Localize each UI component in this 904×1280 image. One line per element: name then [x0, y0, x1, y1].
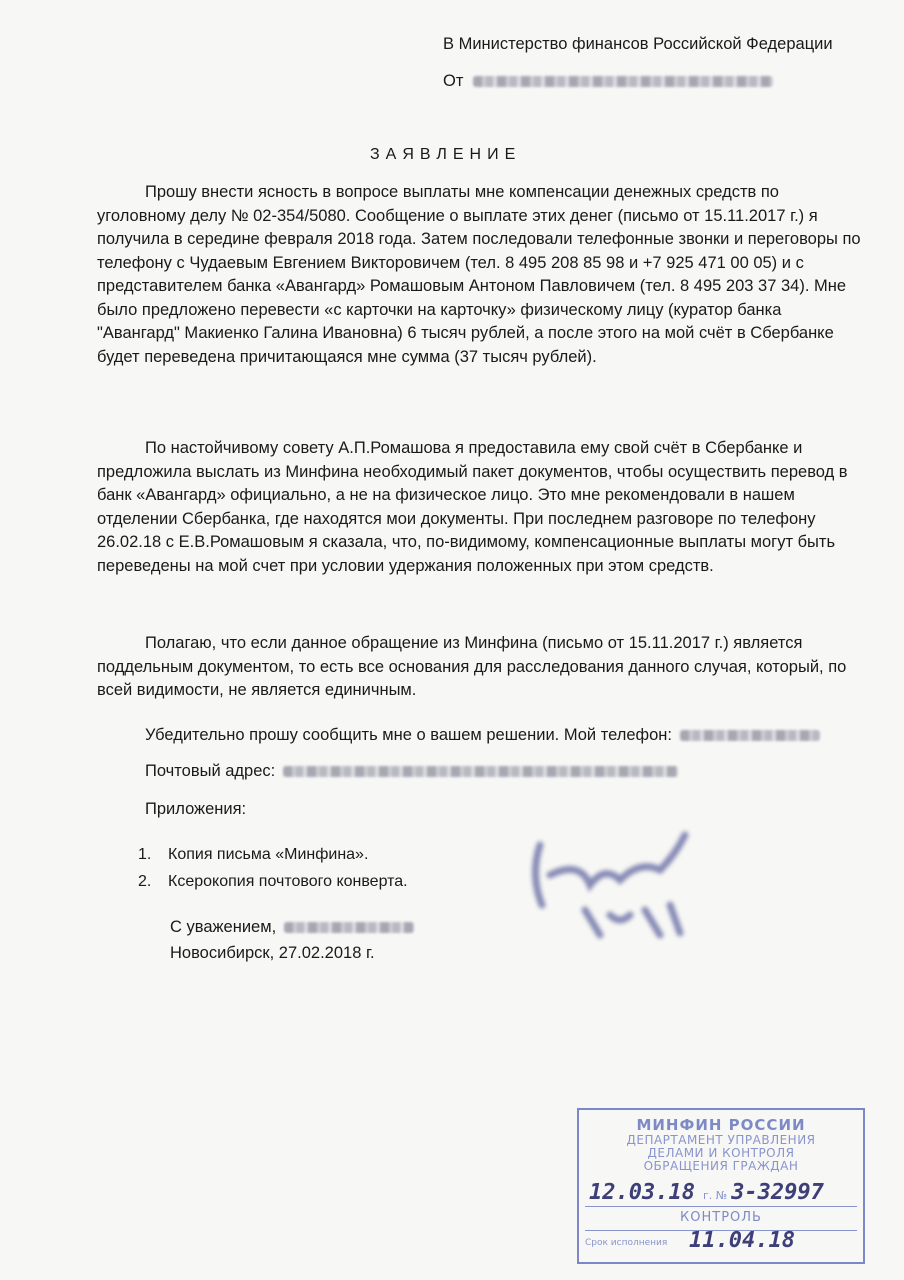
redacted-signature: [510, 815, 710, 955]
stamp-dept-1: ДЕПАРТАМЕНТ УПРАВЛЕНИЯ: [626, 1133, 816, 1147]
stamp-number-label: г. №: [702, 1189, 728, 1202]
stamp-dept-3: ОБРАЩЕНИЯ ГРАЖДАН: [643, 1159, 799, 1173]
list-item: 1. Копия письма «Минфина».: [138, 846, 369, 863]
redacted-sender-name: [473, 76, 773, 87]
redacted-signer-name: [284, 922, 414, 933]
registration-stamp: [577, 1108, 865, 1264]
stamp-dept-2: ДЕЛАМИ И КОНТРОЛЯ: [647, 1146, 795, 1160]
stamp-date: 12.03.18: [589, 1180, 695, 1205]
stamp-registration-row: [589, 1180, 859, 1205]
postal-address-line: [145, 762, 678, 781]
city-date: Новосибирск, 27.02.2018 г.: [170, 944, 375, 962]
addressee-line: В Министерство финансов Российской Федерации: [443, 35, 833, 53]
list-item: 2. Ксерокопия почтового конверта.: [138, 873, 408, 890]
document-title: ЗАЯВЛЕНИЕ: [370, 146, 522, 163]
paragraph-3: Полагаю, что если данное обращение из Минфина (письмо от 15.11.2017 г.) является поддельным документом, то есть все основания для расследования данного случая, который, по всей видимости, не является единичным.: [97, 634, 847, 699]
stamp-deadline: 11.04.18: [689, 1228, 795, 1253]
attachments-list: [138, 841, 408, 895]
request-text: Убедительно прошу сообщить мне о вашем решении. Мой телефон:: [145, 726, 672, 744]
stamp-number: 3-32997: [731, 1180, 824, 1205]
regards-line: [170, 918, 414, 937]
from-label: От: [443, 72, 464, 90]
regards-text: С уважением,: [170, 918, 277, 936]
stamp-divider: [585, 1206, 857, 1207]
request-line: [145, 726, 820, 745]
redacted-phone: [680, 730, 820, 741]
stamp-control: КОНТРОЛЬ: [680, 1210, 762, 1225]
paragraph-1: Прошу внести ясность в вопросе выплаты мне компенсации денежных средств по уголовному делу № 02-354/5080. Сообщение о выплате этих денег (письмо от 15.11.2017 г.) я получила в середине февраля 2018 года. Затем последовали телефонные звонки и переговоры по телефону с Чудаевым Евгением Викторовичем (тел. 8 495 208 85 98 и +7 925 471 00 05) и с представителем банка «Авангард» Ромашовым Антоном Павловичем (тел. 8 495 203 37 34). Мне было предложено перевести «с карточки на карточку» физическому лицу (куратор банка "Авангард" Макиенко Галина Ивановна) 6 тысяч рублей, а после этого на мой счёт в Сбербанке будет переведена причитающаяся мне сумма (37 тысяч рублей).: [97, 183, 861, 366]
postal-label: Почтовый адрес:: [145, 762, 276, 780]
paragraph-2: По настойчивому совету А.П.Ромашова я предоставила ему свой счёт в Сбербанке и предложила выслать из Минфина необходимый пакет документов, чтобы осуществить перевод в банк «Авангард» официально, а не на физическое лицо. Это мне рекомендовали в нашем отделении Сбербанка, где находятся мои документы. При последнем разговоре по телефону 26.02.18 с Е.В.Ромашовым я сказала, что, по-видимому, компенсационные выплаты могут быть переведены на мой счет при условии удержания положенных при этом средств.: [97, 439, 848, 575]
stamp-deadline-label: Срок исполнения: [585, 1238, 668, 1248]
from-line: [443, 72, 773, 91]
redacted-address: [283, 766, 678, 777]
attachments-title: Приложения:: [145, 800, 247, 818]
stamp-org: МИНФИН РОССИИ: [636, 1116, 806, 1134]
